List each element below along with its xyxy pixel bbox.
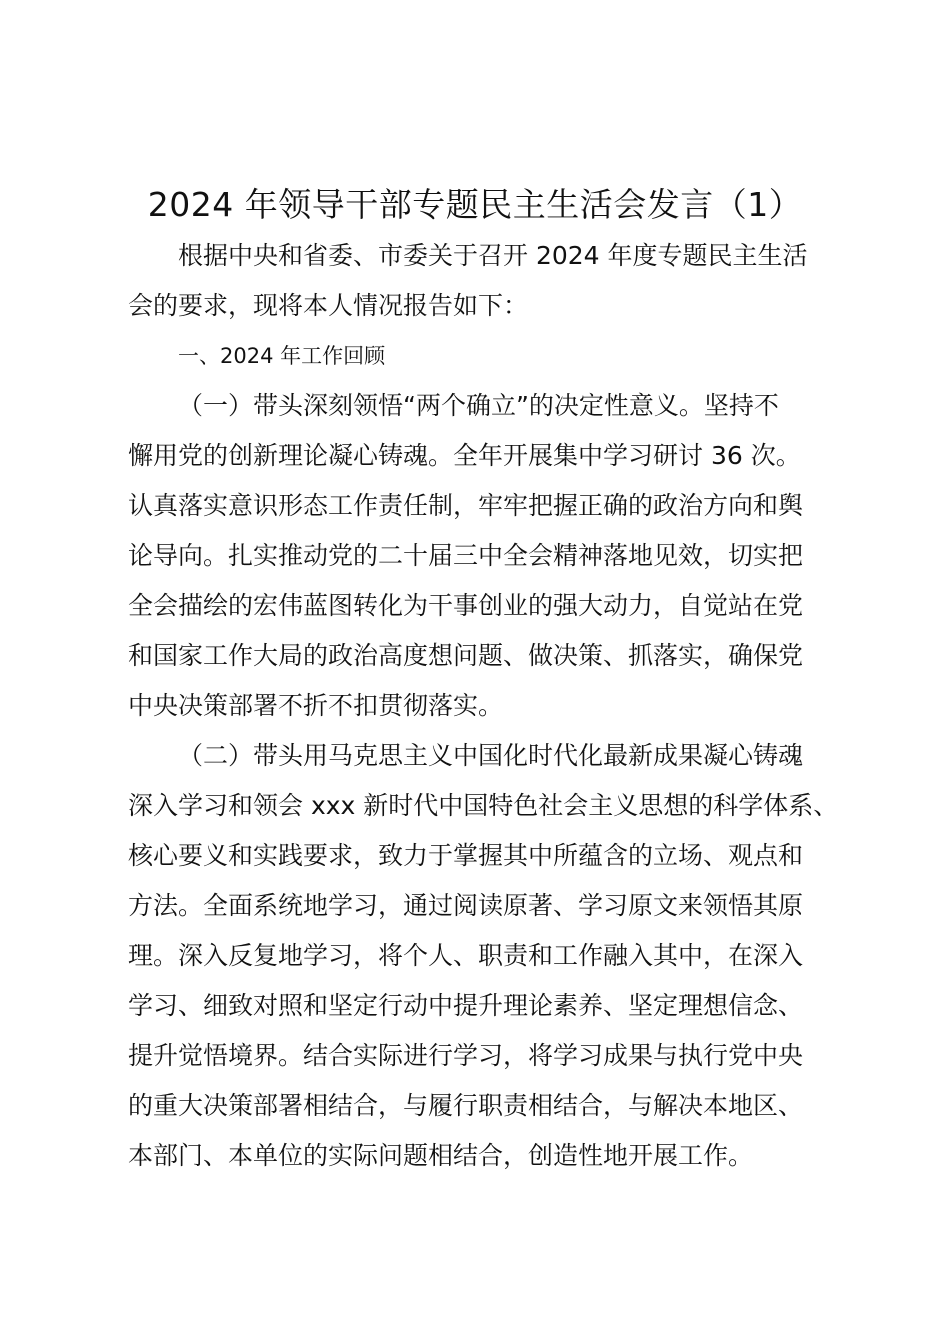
paragraph-line: 全会描绘的宏伟蓝图转化为干事创业的强大动力，自觉站在党	[128, 591, 804, 620]
paragraph-line: 懈用党的创新理论凝心铸魂。全年开展集中学习研讨 36 次。	[128, 441, 801, 470]
paragraph-line: 理。深入反复地学习，将个人、职责和工作融入其中，在深入	[128, 941, 804, 970]
paragraph-line: 会的要求，现将本人情况报告如下：	[128, 291, 529, 320]
paragraph-line: 根据中央和省委、市委关于召开 2024 年度专题民主生活	[178, 241, 808, 270]
paragraph-line: 方法。全面系统地学习，通过阅读原著、学习原文来领悟其原	[128, 891, 804, 920]
paragraph-line: 认真落实意识形态工作责任制，牢牢把握正确的政治方向和舆	[128, 491, 804, 520]
paragraph-line: 学习、细致对照和坚定行动中提升理论素养、坚定理想信念、	[128, 991, 804, 1020]
document-title: 2024 年领导干部专题民主生活会发言（1）	[147, 185, 803, 224]
paragraph-line: 提升觉悟境界。结合实际进行学习，将学习成果与执行党中央	[128, 1041, 804, 1070]
paragraph-line: （二）带头用马克思主义中国化时代化最新成果凝心铸魂	[178, 741, 804, 770]
section-heading: 一、2024 年工作回顾	[178, 344, 386, 368]
paragraph-line: 中央决策部署不折不扣贯彻落实。	[128, 691, 504, 720]
paragraph-line: （一）带头深刻领悟“两个确立”的决定性意义。坚持不	[178, 391, 779, 420]
paragraph-line: 深入学习和领会 xxx 新时代中国特色社会主义思想的科学体系、	[128, 791, 839, 820]
paragraph-line: 本部门、本单位的实际问题相结合，创造性地开展工作。	[128, 1141, 754, 1170]
paragraph-line: 论导向。扎实推动党的二十届三中全会精神落地见效，切实把	[128, 541, 804, 570]
paragraph-line: 和国家工作大局的政治高度想问题、做决策、抓落实，确保党	[128, 641, 804, 670]
paragraph-line: 核心要义和实践要求，致力于掌握其中所蕴含的立场、观点和	[128, 841, 804, 870]
paragraph-line: 的重大决策部署相结合，与履行职责相结合，与解决本地区、	[128, 1091, 804, 1120]
